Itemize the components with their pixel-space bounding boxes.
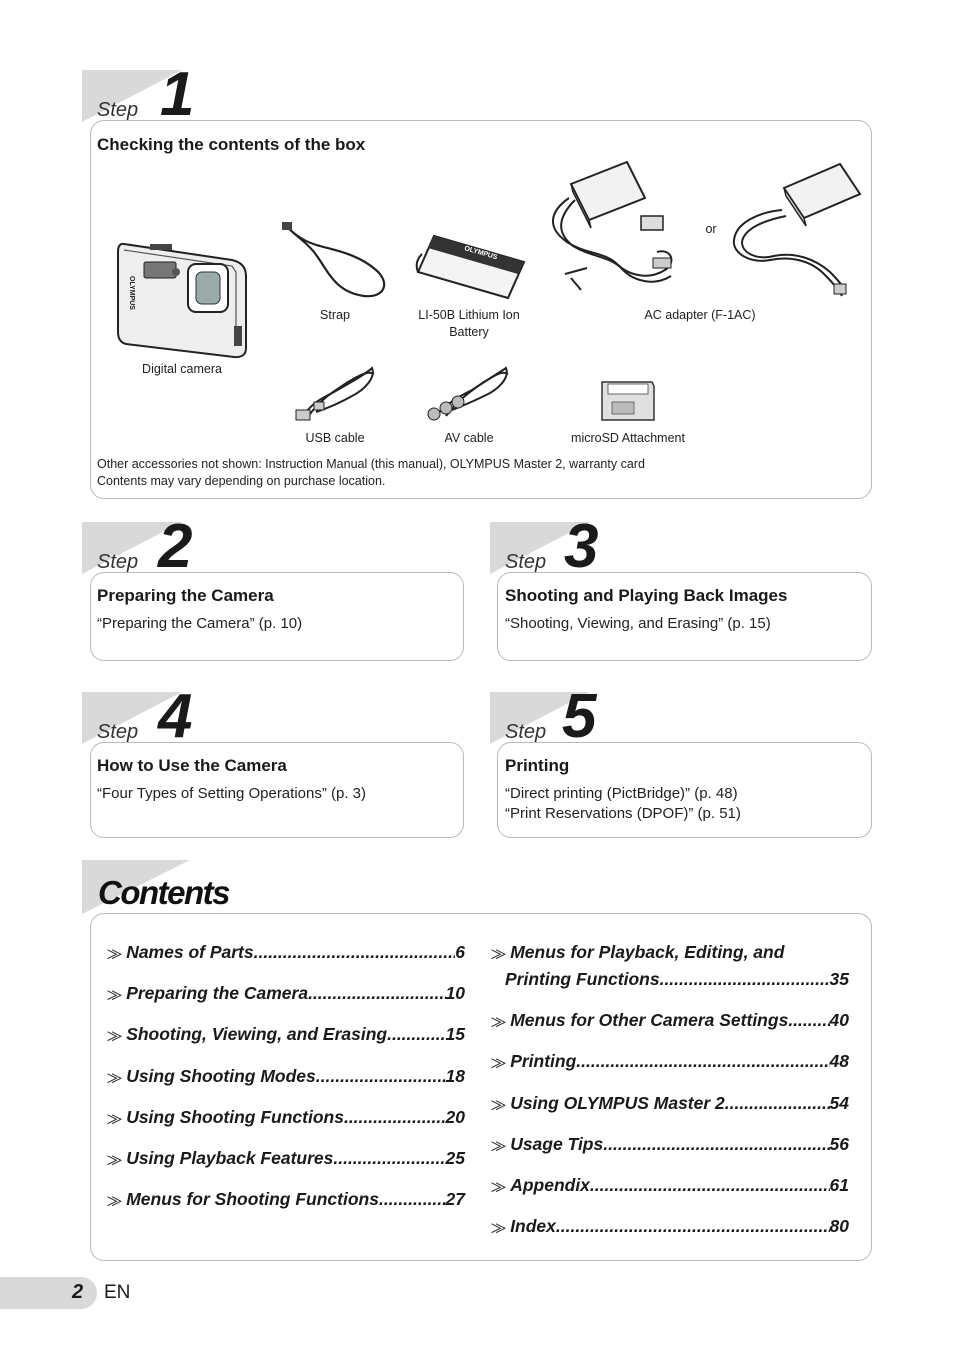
toc-arrow-icon: ⨠	[107, 1110, 123, 1126]
strap-icon	[280, 222, 392, 302]
toc-leader-dots	[576, 1051, 829, 1072]
toc-item[interactable]	[491, 1175, 849, 1196]
step4-title: How to Use the Camera	[97, 756, 287, 775]
toc-arrow-icon: ⨠	[491, 1055, 507, 1071]
note-other-accessories: Other accessories not shown: Instruction Manual (this manual), OLYMPUS Master 2, warranty card	[97, 457, 645, 471]
footer-lang: EN	[104, 1282, 131, 1303]
toc-item-page: 56	[829, 1133, 849, 1154]
step5-ref1: “Direct printing (PictBridge)” (p. 48)	[505, 785, 738, 802]
toc-leader-dots	[308, 983, 445, 1004]
toc-arrow-icon: ⨠	[491, 1179, 507, 1194]
toc-leader-dots	[788, 1010, 829, 1031]
toc-leader-dots	[344, 1107, 446, 1128]
step4-word: Step	[97, 721, 139, 743]
toc-item[interactable]	[491, 1051, 849, 1072]
toc-item-label: Appendix	[510, 1175, 590, 1195]
caption-or: or	[705, 222, 717, 236]
toc-item-label: Menus for Shooting Functions	[126, 1189, 379, 1210]
toc-item-page: 27	[445, 1189, 465, 1210]
toc-right-first-line-label: Menus for Playback, Editing, and	[510, 942, 785, 962]
battery-brand-text: OLYMPUS	[463, 245, 499, 262]
toc-item[interactable]	[491, 969, 849, 990]
caption-strap: Strap	[320, 308, 350, 322]
toc-leader-dots	[316, 1066, 446, 1087]
toc-item-label: Printing Functions	[505, 969, 660, 989]
toc-item-label: Shooting, Viewing, and Erasing	[126, 1024, 388, 1045]
toc-item-page: 15	[445, 1024, 465, 1045]
caption-digital-camera: Digital camera	[142, 362, 222, 376]
toc-item-page: 35	[829, 969, 849, 989]
step4-ref: “Four Types of Setting Operations” (p. 3)	[97, 785, 367, 802]
toc-leader-dots	[254, 942, 456, 963]
ac-adapter-icon	[545, 158, 695, 300]
toc-item[interactable]	[491, 1134, 849, 1155]
toc-item[interactable]	[107, 1189, 465, 1210]
toc-item-page: 54	[829, 1092, 849, 1113]
microsd-attachment-icon	[598, 378, 658, 424]
toc-item[interactable]	[107, 1148, 465, 1169]
toc-item-page: 18	[445, 1065, 465, 1086]
step1-number: 1	[160, 60, 193, 129]
toc-item-label: Using Shooting Modes	[126, 1065, 316, 1086]
toc-arrow-icon: ⨠	[107, 1152, 123, 1167]
step1-title: Checking the contents of the box	[97, 135, 366, 154]
toc-leader-dots	[590, 1175, 830, 1196]
step2-title: Preparing the Camera	[97, 586, 274, 605]
caption-battery-line1: LI-50B Lithium Ion	[418, 308, 520, 322]
contents-heading: Contents	[98, 874, 229, 911]
toc-item-label: Usage Tips	[510, 1133, 604, 1154]
step5-title: Printing	[505, 756, 570, 775]
toc-item[interactable]	[107, 1024, 465, 1045]
caption-battery-line2: Battery	[449, 325, 489, 339]
toc-item-label: Using Shooting Functions	[126, 1106, 344, 1127]
toc-leader-dots	[333, 1148, 445, 1169]
step3-word: Step	[505, 551, 547, 573]
toc-arrow-icon: ⨠	[491, 1014, 507, 1030]
step2-number: 2	[158, 512, 191, 581]
toc-leader-dots	[725, 1093, 830, 1114]
battery-icon	[412, 232, 528, 302]
step5-word: Step	[505, 721, 547, 743]
caption-microsd: microSD Attachment	[571, 431, 685, 445]
caption-ac-adapter: AC adapter (F-1AC)	[644, 308, 756, 322]
toc-item[interactable]	[107, 1066, 465, 1087]
toc-item-label: Index	[510, 1216, 556, 1237]
toc-arrow-icon: ⨠	[107, 1069, 123, 1085]
toc-item[interactable]	[107, 983, 465, 1004]
toc-item-page: 61	[829, 1175, 849, 1195]
toc-item-page: 80	[829, 1216, 849, 1237]
toc-item-page: 25	[445, 1148, 465, 1168]
toc-item[interactable]	[491, 1093, 849, 1114]
camera-brand-text: OLYMPUS	[128, 276, 135, 310]
note-contents-vary: Contents may vary depending on purchase location.	[97, 474, 386, 488]
toc-item-page: 20	[445, 1106, 465, 1127]
toc-leader-dots	[556, 1216, 830, 1237]
toc-arrow-icon: ⨠	[491, 1137, 507, 1153]
toc-arrow-icon: ⨠	[491, 1096, 507, 1112]
toc-item-label: Menus for Other Camera Settings	[510, 1010, 789, 1031]
toc-item-page: 40	[829, 1010, 849, 1031]
step2-ref: “Preparing the Camera” (p. 10)	[97, 615, 303, 632]
ac-adapter-alt-icon	[730, 160, 864, 300]
digital-camera-icon	[114, 236, 254, 361]
toc-leader-dots	[603, 1134, 829, 1155]
toc-item-page: 48	[829, 1051, 849, 1072]
caption-av-cable: AV cable	[444, 431, 494, 445]
toc-arrow-icon: ⨠	[107, 1193, 123, 1209]
toc-item[interactable]	[491, 1010, 849, 1031]
step2-word: Step	[97, 551, 139, 573]
toc-arrow-icon: ⨠	[107, 946, 123, 961]
toc-item[interactable]	[491, 1216, 849, 1237]
toc-arrow-icon: ⨠	[107, 1028, 123, 1044]
toc-leader-dots	[387, 1024, 445, 1045]
toc-leader-dots	[660, 969, 830, 990]
toc-item-label: Printing	[510, 1051, 577, 1072]
step3-ref: “Shooting, Viewing, and Erasing” (p. 15)	[505, 615, 771, 632]
toc-item-label: Using Playback Features	[126, 1148, 334, 1168]
toc-leader-dots	[379, 1189, 446, 1210]
step1-word: Step	[97, 99, 139, 121]
toc-item[interactable]	[107, 1107, 465, 1128]
toc-item-label: Names of Parts	[126, 942, 254, 962]
footer-page-number: 2	[72, 1281, 84, 1303]
caption-usb-cable: USB cable	[305, 431, 365, 445]
usb-cable-icon	[292, 364, 378, 428]
toc-item[interactable]	[107, 942, 465, 963]
toc-arrow-icon: ⨠	[491, 1220, 507, 1236]
step3-title: Shooting and Playing Back Images	[505, 586, 788, 605]
toc-item-page: 10	[445, 983, 465, 1004]
step3-number: 3	[564, 512, 597, 581]
toc-item-label: Using OLYMPUS Master 2	[510, 1092, 725, 1113]
step4-number: 4	[158, 682, 191, 751]
toc-item-label: Preparing the Camera	[126, 983, 309, 1004]
step5-number: 5	[562, 682, 595, 751]
toc-arrow-icon: ⨠	[491, 946, 507, 961]
av-cable-icon	[426, 364, 512, 428]
toc-item-page: 6	[455, 942, 465, 962]
toc-right-first-line[interactable]	[491, 942, 851, 963]
toc-arrow-icon: ⨠	[107, 987, 123, 1003]
step5-ref2: “Print Reservations (DPOF)” (p. 51)	[505, 805, 741, 822]
